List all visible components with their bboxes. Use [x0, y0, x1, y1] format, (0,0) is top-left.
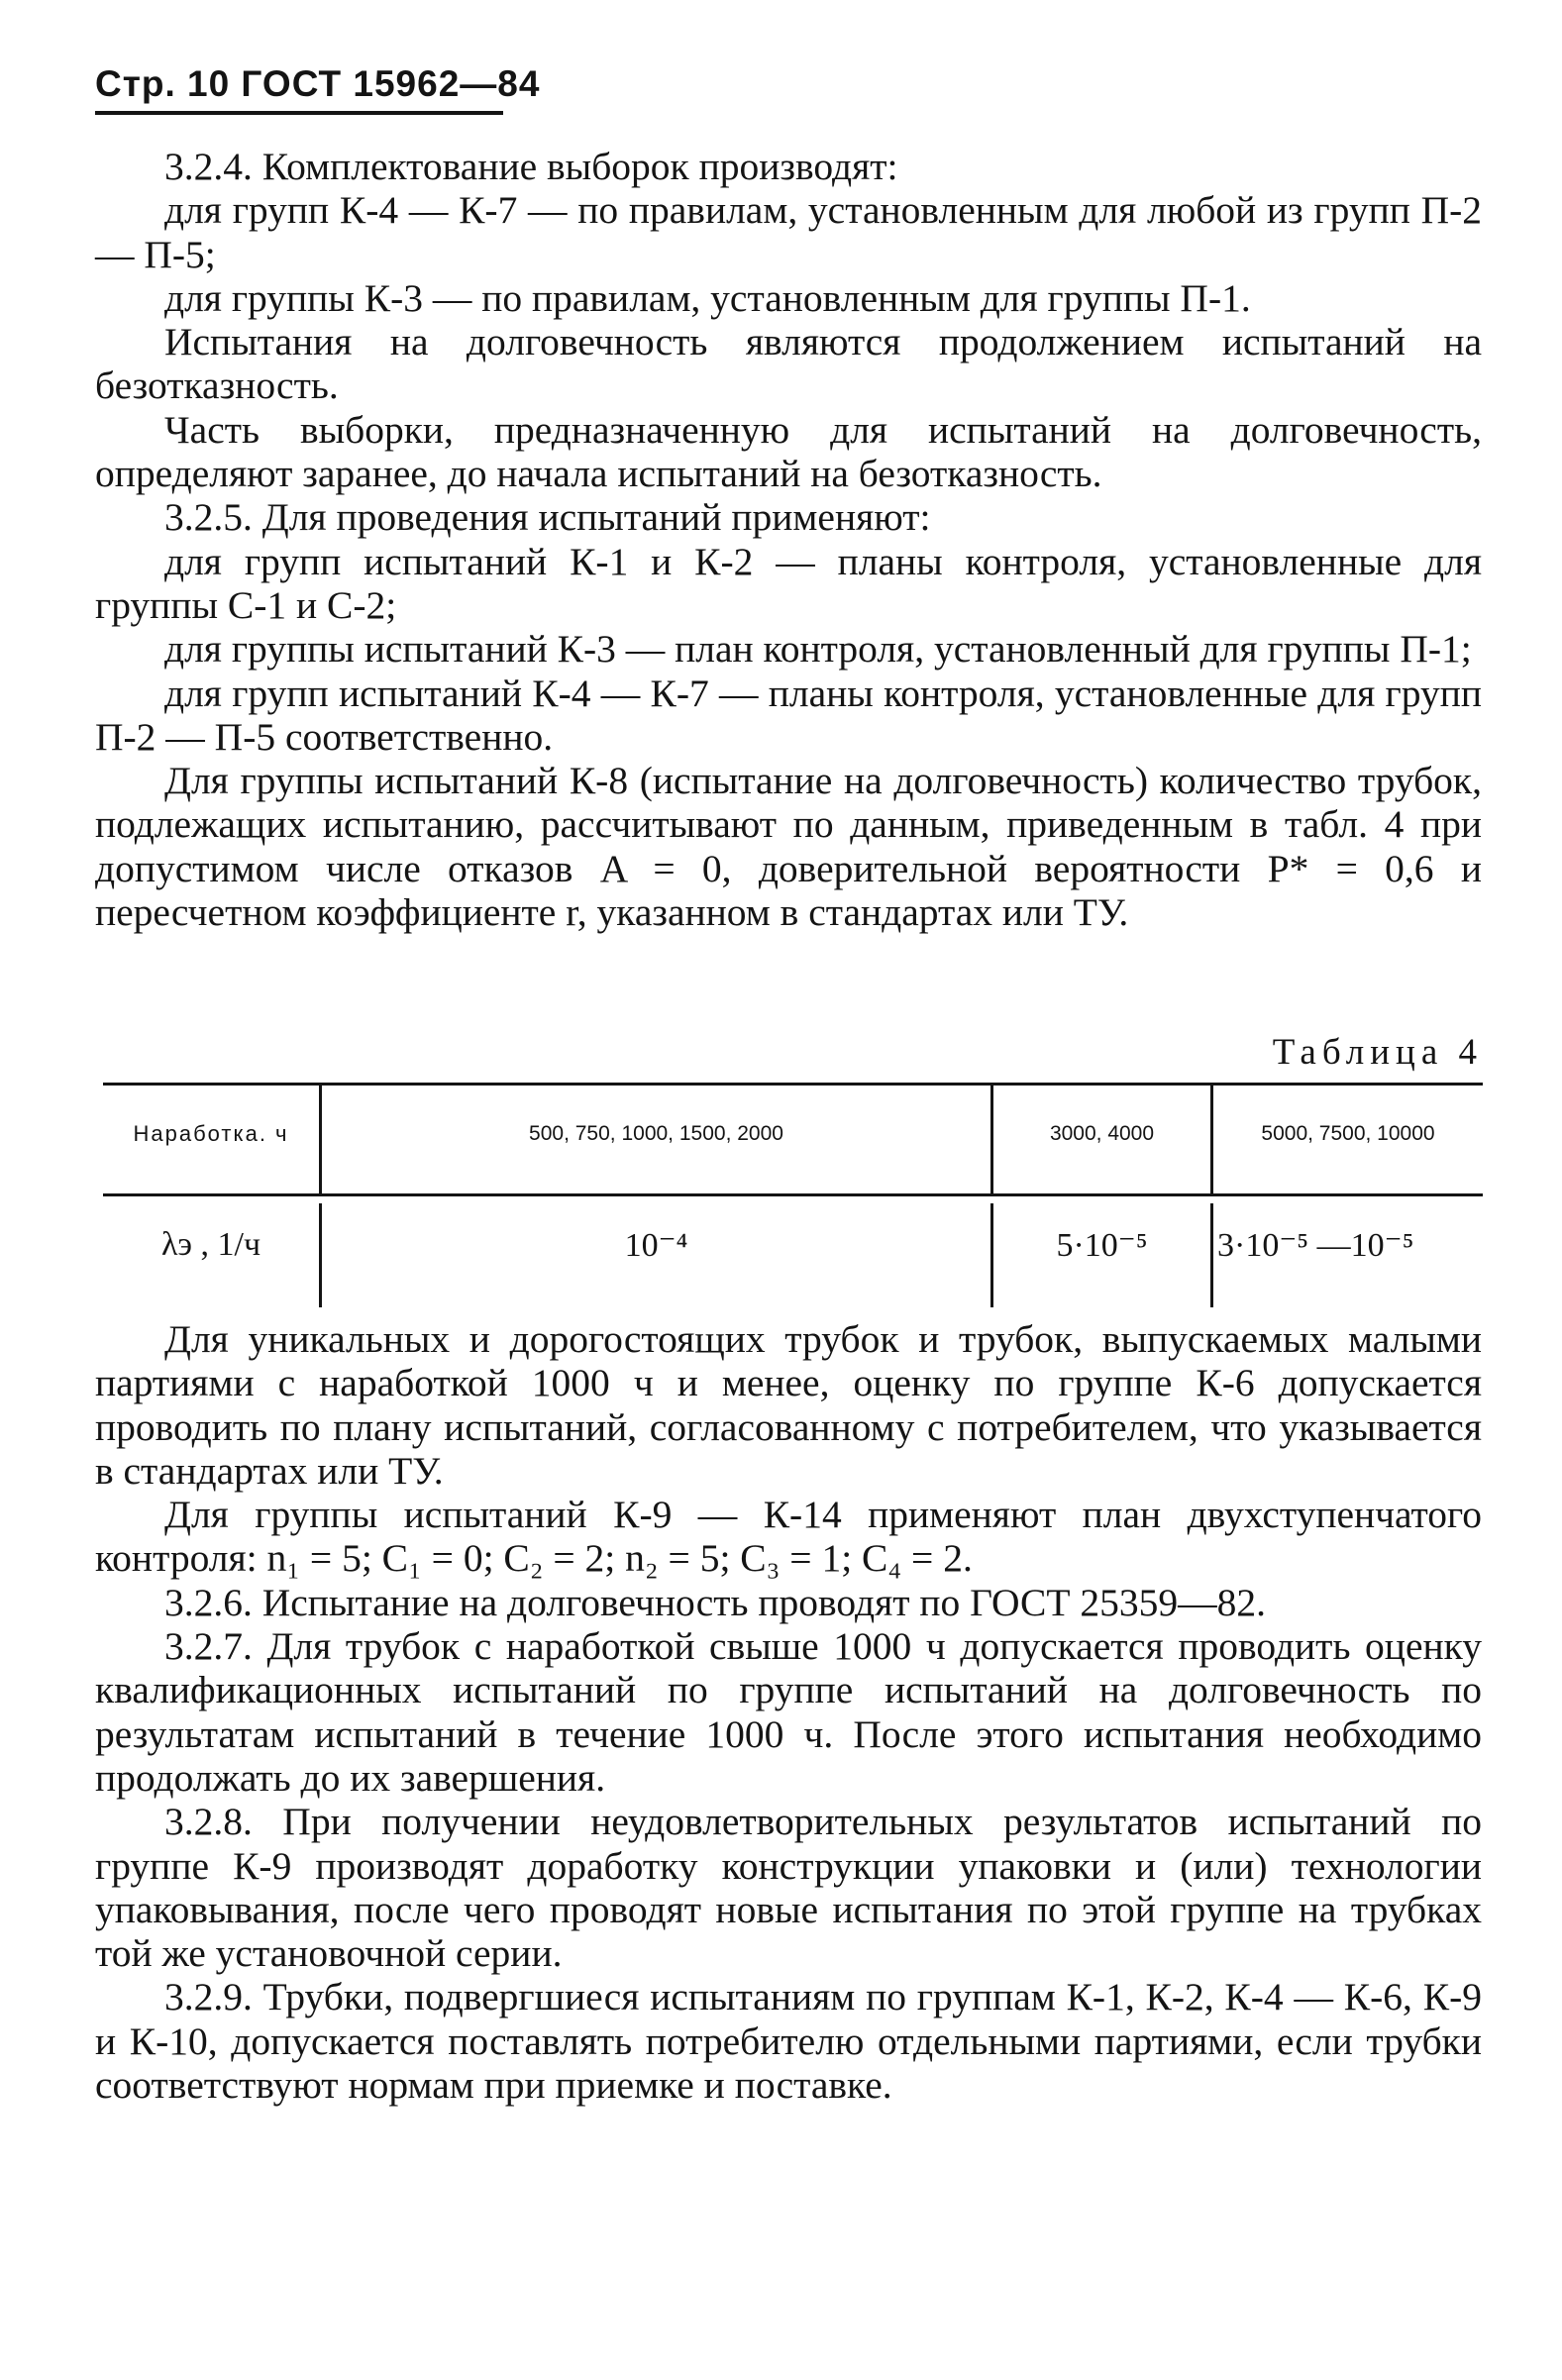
table-top-rule [103, 1083, 1483, 1086]
paragraph: Часть выборки, предназначенную для испытаний на долговечность, определяют заранее, до начала испытаний на безотказность. [95, 407, 1482, 496]
paragraph: 3.2.9. Трубки, подвергшиеся испытаниям по группам К-1, К-2, К-4 — К-6, К-9 и К-10, допускается поставлять потребителю отдельными партиями, если трубки соответствуют нормам при приемке и поставке. [95, 1975, 1482, 2108]
paragraph: Для уникальных и дорогостоящих трубок и трубок, выпускаемых малыми партиями с наработкой 1000 ч и менее, оценку по группе К-6 допускается проводить по плану испытаний, согласованному с потребителем, что указывается в стандартах или ТУ. [95, 1317, 1482, 1493]
paragraph: Испытания на долговечность являются продолжением испытаний на безотказность. [95, 320, 1482, 408]
paragraph: 3.2.4. Комплектование выборок производят: [164, 145, 898, 188]
table-header-rule [103, 1193, 1483, 1196]
table-value-cell: 3·10⁻⁵ —10⁻⁵ [1217, 1227, 1414, 1264]
header-rule [95, 111, 503, 115]
paragraph: для групп испытаний К-4 — К-7 — планы контроля, установленные для групп П-2 — П-5 соответственно. [95, 671, 1482, 759]
paragraph: 3.2.7. Для трубок с наработкой свыше 1000 ч допускается проводить оценку квалификационных испытаний по группе испытаний на долговечность по результатам испытаний в течение 1000 ч. После этого испытания необходимо продолжать до их завершения. [95, 1624, 1482, 1800]
paragraph: 3.2.5. Для проведения испытаний применяют: [164, 495, 931, 540]
paragraph: для группы К-3 — по правилам, установленным для группы П-1. [164, 275, 1251, 320]
body-text-bottom [95, 1317, 1482, 2107]
paragraph: 3.2.8. При получении неудовлетворительных результатов испытаний по группе К-9 производят доработку конструкции упаковки и (или) технологии упаковывания, после чего проводят новые испытания по этой группе на трубках той же установочной серии. [95, 1800, 1482, 1976]
body-text-top [95, 145, 1482, 934]
table-header-label: Наработка. ч [133, 1121, 289, 1146]
paragraph: Для группы испытаний К-9 — К-14 применяют план двухступенчатого контроля: n₁ = 5; C₁ = 0; C₂ = 2; n₂ = 5; C₃ = 1; C₄ = 2. [95, 1493, 1482, 1581]
table-row-label: λэ , 1/ч [160, 1226, 261, 1263]
paragraph: для групп испытаний К-1 и К-2 — планы контроля, установленные для группы С-1 и С-2; [95, 539, 1482, 627]
table-header-cell: 5000, 7500, 10000 [1261, 1122, 1435, 1145]
table-value-cell: 10⁻⁴ [624, 1227, 688, 1264]
table-value-cell: 5·10⁻⁵ [1056, 1227, 1148, 1264]
table-caption: Таблица 4 [1272, 1032, 1483, 1073]
paragraph: для группы испытаний К-3 — план контроля, установленный для группы П-1; [164, 627, 1472, 672]
table-header-cell: 3000, 4000 [1049, 1122, 1155, 1145]
paragraph: 3.2.6. Испытание на долговечность проводят по ГОСТ 25359—82. [164, 1580, 1267, 1624]
page-header: Стр. 10 ГОСТ 15962—84 [95, 63, 541, 104]
table-header-cell: 500, 750, 1000, 1500, 2000 [529, 1122, 783, 1145]
paragraph: Для группы испытаний К-8 (испытание на долговечность) количество трубок, подлежащих испытанию, рассчитывают по данным, приведенным в табл. 4 при допустимом числе отказов A = 0, доверительной вероятности P* = 0,6 и пересчетном коэффициенте r, указанном в стандартах или ТУ. [95, 759, 1482, 935]
paragraph: для групп К-4 — К-7 — по правилам, установленным для любой из групп П-2 — П-5; [95, 188, 1482, 276]
